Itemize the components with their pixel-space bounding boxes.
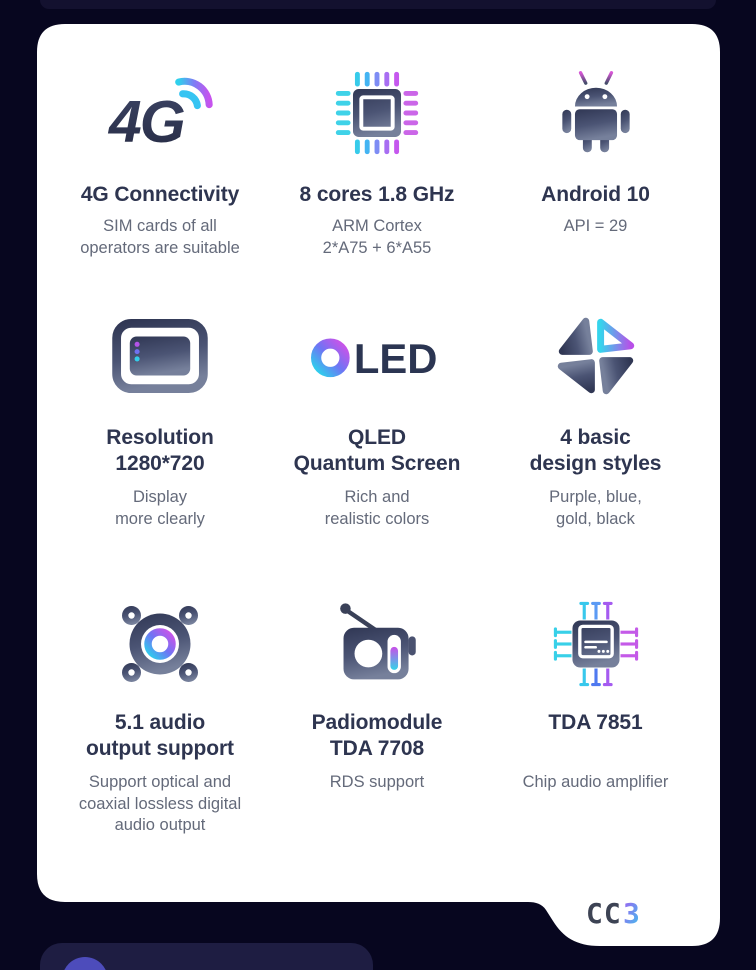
antenna bbox=[348, 611, 375, 629]
signal-wave-inner bbox=[183, 93, 198, 105]
next-section-circle bbox=[62, 957, 108, 970]
feature-title: Android 10 bbox=[541, 183, 650, 206]
feature-subtitle: ARM Cortex 2*A75 + 6*A55 bbox=[322, 217, 432, 257]
4g-icon-text: 4G bbox=[108, 88, 184, 154]
feature-cpu bbox=[283, 24, 471, 280]
qled-led-text: LED bbox=[353, 334, 438, 380]
feature-title: TDA 7851 bbox=[548, 711, 643, 734]
android-eye bbox=[584, 94, 589, 99]
lug-hole bbox=[185, 612, 191, 618]
next-section-card bbox=[40, 943, 373, 970]
cc3-brand-logo bbox=[586, 899, 658, 929]
android-arm bbox=[620, 110, 629, 133]
feature-qled bbox=[283, 280, 471, 560]
feature-subtitle: Rich and realistic colors bbox=[324, 488, 430, 528]
qled-logo-icon bbox=[310, 332, 444, 380]
screen-dot bbox=[135, 342, 140, 347]
feature-subtitle: RDS support bbox=[329, 773, 425, 791]
feature-title: 4G Connectivity bbox=[80, 183, 240, 206]
lug-hole bbox=[185, 669, 191, 675]
cpu-pins-left bbox=[336, 91, 351, 135]
triangle-dark bbox=[562, 321, 589, 351]
feature-amplifier bbox=[471, 560, 720, 902]
lug-hole bbox=[128, 669, 134, 675]
android-body bbox=[574, 109, 616, 140]
android-head bbox=[574, 88, 616, 107]
feature-design-styles bbox=[471, 280, 720, 560]
display-screen bbox=[130, 337, 190, 376]
antenna-left bbox=[580, 73, 585, 83]
feature-title: 8 cores 1.8 GHz bbox=[299, 183, 455, 206]
feature-title: Padiomodule TDA 7708 bbox=[311, 711, 443, 760]
chip-line bbox=[584, 646, 597, 649]
feature-android bbox=[471, 24, 720, 280]
cpu-pins-top bbox=[355, 72, 399, 87]
triangle-dark bbox=[602, 361, 629, 391]
feature-resolution bbox=[37, 280, 283, 560]
qled-q-ring bbox=[316, 344, 344, 372]
chip-dot bbox=[601, 650, 604, 653]
antenna-right bbox=[606, 73, 611, 83]
amplifier-chip-icon bbox=[547, 595, 645, 693]
chip-pins-top bbox=[579, 602, 612, 620]
feature-title: Resolution 1280*720 bbox=[106, 426, 214, 475]
feature-subtitle: Purple, blue, gold, black bbox=[549, 488, 642, 528]
cc3-logo-three: 3 bbox=[623, 899, 641, 929]
feature-subtitle: Chip audio amplifier bbox=[522, 773, 669, 791]
cpu-pins-right bbox=[403, 91, 418, 135]
android-eye bbox=[602, 94, 607, 99]
chip-dot bbox=[606, 650, 609, 653]
feature-4g-connectivity bbox=[37, 24, 283, 280]
slider-fill bbox=[390, 647, 398, 670]
cpu-chip-icon bbox=[328, 64, 426, 162]
feature-grid bbox=[37, 24, 720, 902]
chip-pins-bottom bbox=[579, 669, 612, 687]
triangle-dark bbox=[561, 363, 591, 390]
chip-line bbox=[584, 641, 608, 644]
android-robot-icon bbox=[549, 70, 643, 156]
feature-subtitle: Display more clearly bbox=[115, 488, 205, 528]
radio-speaker bbox=[355, 640, 383, 668]
triangle-gradient bbox=[600, 322, 630, 349]
chip-dot bbox=[597, 650, 600, 653]
android-arm bbox=[562, 110, 571, 133]
feature-radiomodule bbox=[283, 560, 471, 902]
design-styles-icon bbox=[550, 310, 642, 402]
display-screen-icon bbox=[111, 318, 209, 394]
speaker-gradient-ring bbox=[148, 632, 172, 656]
feature-subtitle: SIM cards of all operators are suitable bbox=[80, 217, 240, 257]
feature-audio-output bbox=[37, 560, 283, 902]
feature-subtitle: API = 29 bbox=[563, 217, 628, 235]
feature-title: QLED Quantum Screen bbox=[293, 426, 461, 475]
cpu-pins-bottom bbox=[355, 139, 399, 154]
speaker-icon bbox=[115, 599, 205, 689]
feature-subtitle: Support optical and coaxial lossless digital audio output bbox=[78, 773, 242, 834]
cc3-logo-cc: CC bbox=[586, 899, 622, 929]
screen-dot bbox=[135, 349, 140, 354]
feature-title: 5.1 audio output support bbox=[86, 711, 234, 760]
radio-icon bbox=[329, 600, 425, 688]
screen-dot bbox=[135, 356, 140, 361]
side-knob bbox=[409, 636, 416, 655]
chip-pins-right bbox=[620, 627, 638, 660]
feature-title: 4 basic design styles bbox=[529, 426, 662, 475]
lug-hole bbox=[128, 612, 134, 618]
4g-connectivity-icon bbox=[101, 73, 219, 154]
chip-pins-left bbox=[553, 627, 571, 660]
